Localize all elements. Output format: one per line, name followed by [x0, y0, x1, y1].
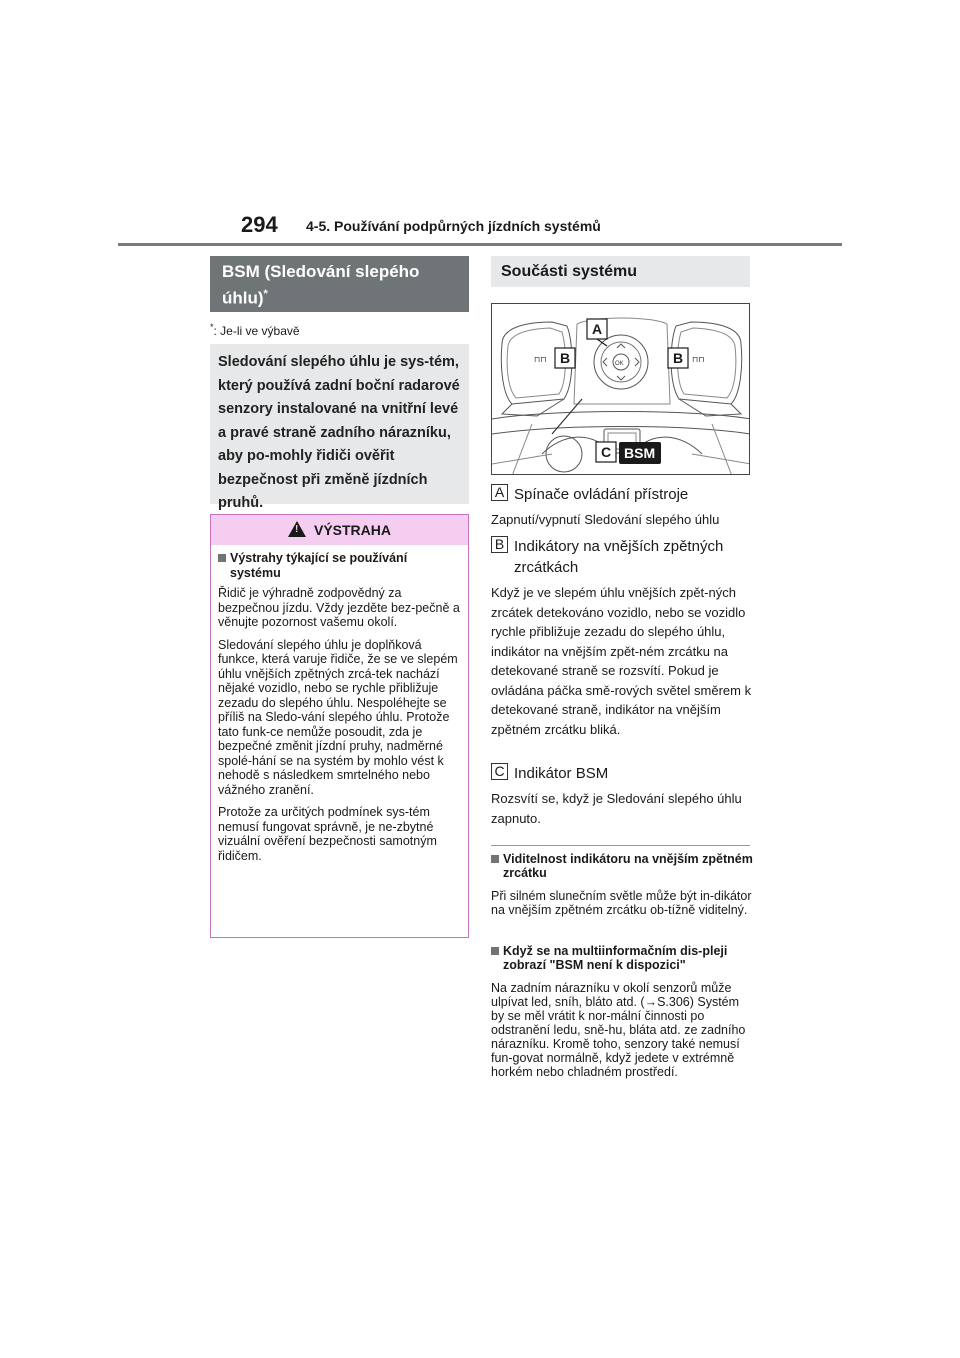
item-c-letter: C: [491, 763, 508, 780]
note-2-title: [491, 944, 753, 972]
bsm-heading-line2: [222, 283, 457, 310]
figure-label-b-left: B: [560, 350, 571, 366]
warning-paragraph-2: Sledování slepého úhlu je doplňková funkce, která varuje řidiče, že se ve slepém úhlu vnějších zpětných zrcá-tek nachází nějaké vozidlo, nebo se rychle přibližuje zezadu do slepého úhlu. Nespoléhejte se příliš na Sledo-vání slepého úhlu. Protože tato funk-ce nemůže posoudit, zda je bezpečné změnit jízdní pruhy, nadměrné spolé-hání se na systém by mohlo vést k nehodě s následkem smrtelného nebo vážného zranění.: [218, 637, 458, 797]
square-bullet-icon: [491, 855, 499, 863]
item-a-letter: A: [491, 484, 508, 501]
note-1-title: [491, 852, 753, 880]
square-bullet-icon: [218, 554, 226, 562]
item-a-body: Zapnutí/vypnutí Sledování slepého úhlu: [491, 512, 720, 527]
system-components-heading: Součásti systému: [491, 256, 750, 287]
warning-triangle-icon: [288, 521, 306, 537]
dashboard-drawing: [492, 304, 750, 475]
item-a: [491, 484, 688, 505]
figure-label-a: A: [592, 321, 603, 337]
bsm-indicator-badge: BSM: [624, 445, 656, 461]
warning-title: VÝSTRAHA: [313, 522, 391, 538]
warning-bullet-text: Výstrahy týkající se používání systému: [230, 551, 408, 580]
figure-label-b-right: B: [673, 350, 684, 366]
note-1-title-text: Viditelnost indikátoru na vnějším zpětném zrcátku: [503, 852, 753, 880]
page-number: 294: [241, 212, 278, 237]
left-mirror-indicator-icon: ⊓⊓: [534, 355, 547, 364]
footnote-text: : Je-li ve výbavě: [213, 324, 300, 338]
right-mirror-indicator-icon: ⊓⊓: [692, 355, 705, 364]
figure-label-c: C: [601, 444, 612, 460]
item-b-title: Indikátory na vnějších zpětných zrcátkách: [514, 538, 724, 576]
warning-box: [210, 514, 469, 938]
item-c: [491, 763, 608, 784]
bsm-heading-text: úhlu): [222, 288, 264, 308]
dashboard-illustration: [491, 303, 750, 475]
warning-body: [211, 545, 468, 867]
intro-box: Sledování slepého úhlu je sys-tém, který používá zadní boční radarové senzory instalované na vnitřní levé a pravé straně zadního nárazníku, aby po-mohly řidiči ověřit bezpečnost při změně jízdních pruhů.: [210, 344, 469, 504]
header-rule: [118, 243, 842, 246]
bsm-heading-asterisk: *: [263, 288, 268, 300]
warning-paragraph-3: Protože za určitých podmínek sys-tém nemusí fungovat správně, je ne-zbytné vizuální ověření bezpečnosti samotným řidičem.: [218, 805, 437, 863]
item-a-title: Spínače ovládání přístroje: [514, 486, 689, 503]
item-b-letter: B: [491, 536, 508, 553]
divider: [491, 845, 750, 846]
footnote-asterisk: *: [210, 322, 214, 332]
footnote: [210, 322, 300, 338]
item-c-title: Indikátor BSM: [514, 765, 609, 782]
bsm-heading-line1: BSM (Sledování slepého: [222, 262, 420, 281]
warning-paragraph-1: Řidič je výhradně zodpovědný za bezpečnou jízdu. Vždy jezděte bez-pečně a věnujte pozornost vašemu okolí.: [218, 586, 460, 629]
item-c-body: Rozsvítí se, když je Sledování slepého úhlu zapnuto.: [491, 791, 742, 826]
item-b-body: Když je ve slepém úhlu vnějších zpět-ných zrcátek detekováno vozidlo, nebo se vozidlo rychle přibližuje zezadu do slepého úhlu, indikátor na vnějším zpět-ném zrcátku na detekované straně se rozsvítí. Pokud je ovládána páčka smě-rových světel směrem k detekované straně, indikátor na vnějším zpětném zrcátku bliká.: [491, 585, 752, 737]
note-1-body: Při silném slunečním světle může být in-dikátor na vnějším zpětném zrcátku ob-tížně viditelný.: [491, 889, 752, 917]
item-b: [491, 536, 753, 578]
bsm-heading: [210, 256, 469, 312]
square-bullet-icon: [491, 947, 499, 955]
warning-header: [211, 515, 468, 545]
note-2-body: Na zadním nárazníku v okolí senzorů může ulpívat led, sníh, bláto atd. (→S.306) Systém by se měl vrátit k nor-mální činnosti po odstranění ledu, sně-hu, bláta atd. ze zadního nárazníku. Kromě toho, senzory také nemusí fun-govat normálně, když jedete v extrémně horkém nebo chladném prostředí.: [491, 981, 746, 1079]
note-2-title-text: Když se na multiinformačním dis-pleji zobrazí "BSM není k dispozici": [503, 944, 728, 972]
ok-label: OK: [615, 361, 624, 367]
section-title: 4-5. Používání podpůrných jízdních systémů: [306, 218, 601, 234]
warning-bullet-title: [218, 551, 461, 580]
